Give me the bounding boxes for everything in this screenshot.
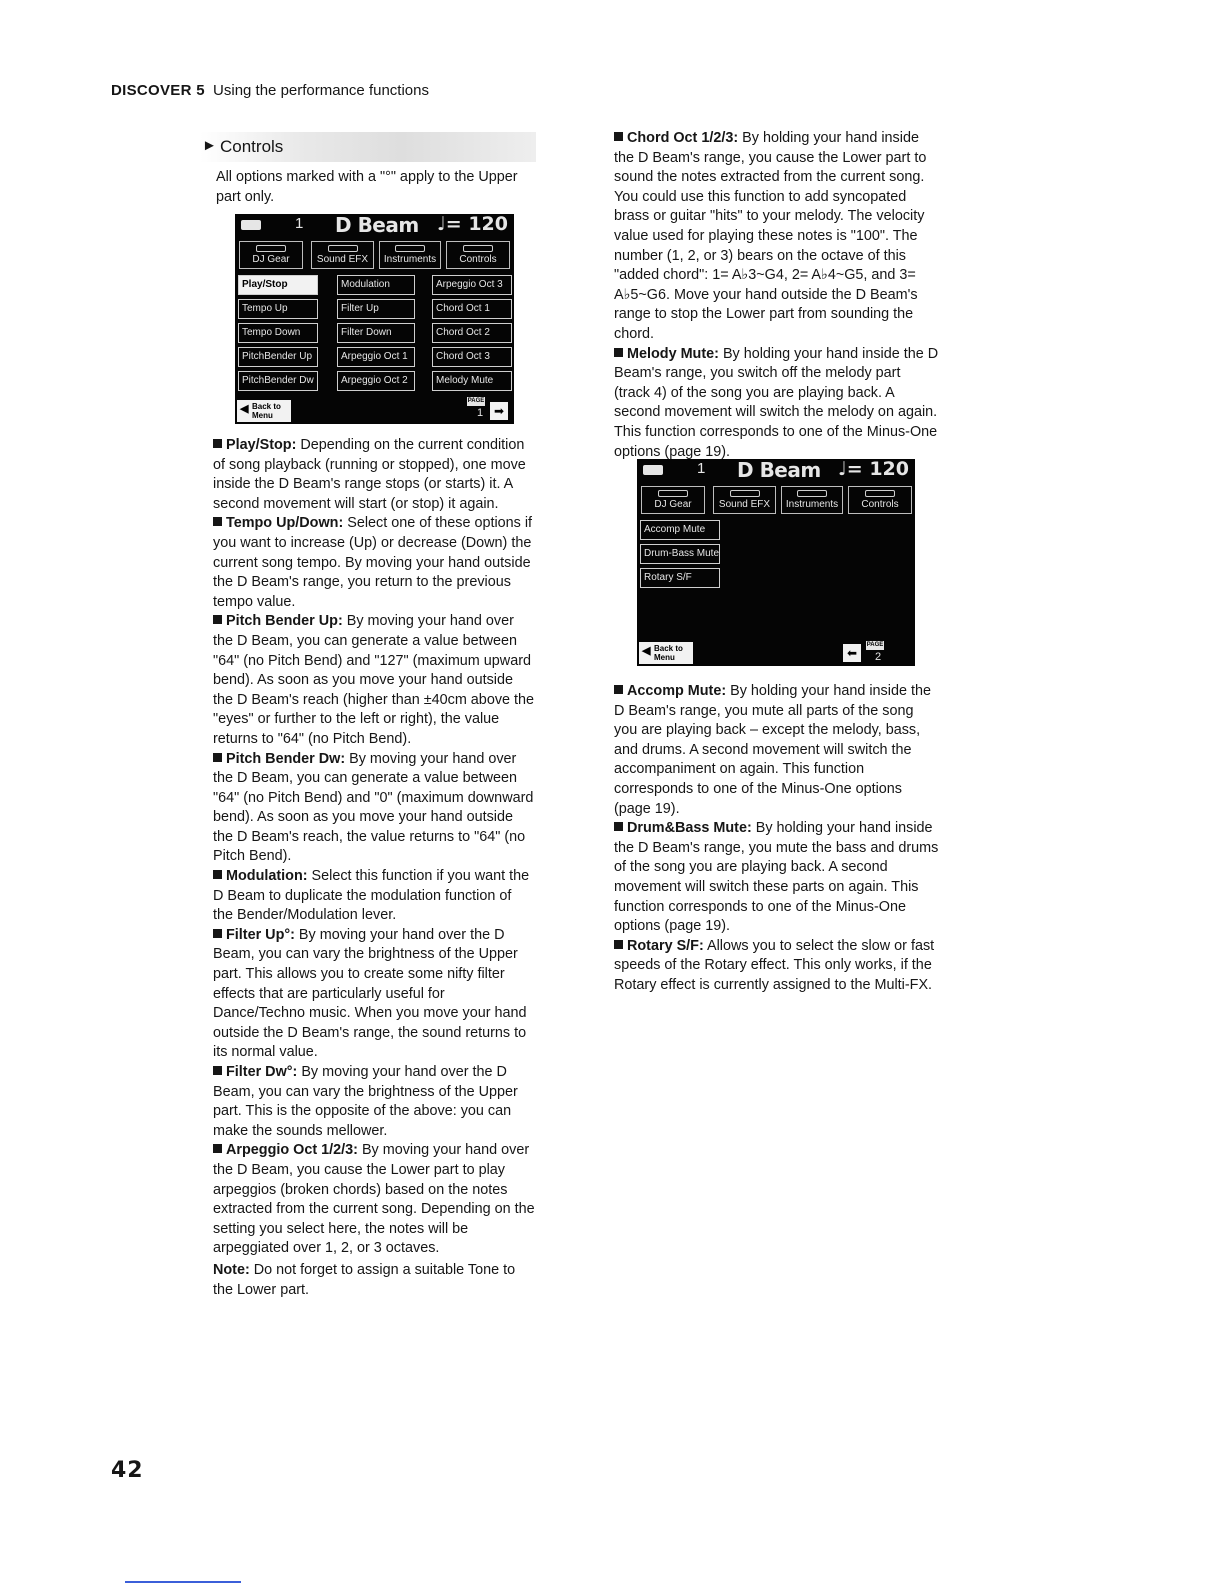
page-number: 42 bbox=[111, 1458, 144, 1483]
brand-label: DISCOVER 5 bbox=[111, 82, 205, 99]
button-pitchbender-dw[interactable]: PitchBender Dw bbox=[238, 371, 318, 391]
button-tempo-down[interactable]: Tempo Down bbox=[238, 323, 318, 343]
button-arpeggio-oct-3[interactable]: Arpeggio Oct 3 bbox=[432, 275, 512, 295]
bullet-square-icon bbox=[614, 940, 623, 949]
item-filter-dw: Filter Dw°: By moving your hand over the D Beam, you can vary the brightness of the Upper part. This is the opposite of the above: you can make the sounds mellower. bbox=[213, 1064, 518, 1139]
page-tag: PAGE bbox=[866, 642, 884, 648]
tab-icon bbox=[395, 245, 425, 252]
tab-icon bbox=[730, 490, 760, 497]
bullet-square-icon bbox=[213, 1144, 222, 1153]
tab-sound-efx[interactable]: Sound EFX bbox=[311, 241, 374, 269]
bullet-square-icon bbox=[213, 517, 222, 526]
screen-number: 1 bbox=[295, 215, 304, 232]
button-drum-bass-mute[interactable]: Drum-Bass Mute bbox=[640, 544, 720, 564]
page-number-indicator: 1 bbox=[477, 407, 484, 419]
intro-text: All options marked with a "°" apply to the Upper part only. bbox=[216, 169, 518, 205]
triangle-right-icon: ► bbox=[202, 137, 217, 154]
bullet-square-icon bbox=[614, 685, 623, 694]
running-head bbox=[111, 82, 429, 99]
button-accomp-mute[interactable]: Accomp Mute bbox=[640, 520, 720, 540]
arrow-right-icon: ➡ bbox=[493, 404, 505, 418]
arrow-left-icon: ⬅ bbox=[846, 646, 858, 660]
right-column-bottom bbox=[614, 682, 939, 996]
bullet-square-icon bbox=[213, 929, 222, 938]
tab-icon bbox=[658, 490, 688, 497]
page-number-indicator: 2 bbox=[875, 651, 882, 663]
tab-icon bbox=[463, 245, 493, 252]
item-rotary-sf: Rotary S/F: Allows you to select the slow or fast speeds of the Rotary effect. This only works, if the Rotary effect is currently assigned to the Multi-FX. bbox=[614, 937, 935, 993]
button-modulation[interactable]: Modulation bbox=[337, 275, 415, 295]
button-tempo-up[interactable]: Tempo Up bbox=[238, 299, 318, 319]
bullet-square-icon bbox=[614, 822, 623, 831]
button-melody-mute[interactable]: Melody Mute bbox=[432, 371, 512, 391]
bullet-square-icon bbox=[614, 348, 623, 357]
previous-page-button[interactable] bbox=[843, 644, 861, 662]
back-to-menu-button[interactable]: ◀ Back to Menu bbox=[237, 400, 291, 422]
tab-instruments[interactable]: Instruments bbox=[379, 241, 441, 269]
item-pitch-bender-up: Pitch Bender Up: By moving your hand over the D Beam, you can generate a value between "64" (no Pitch Bend) and "127" (maximum upward bend). As soon as you move your hand outside the D Beam's reach (higher than ±40cm above the "eyes" or further to the left or right), the value returns to "64" (no Pitch Bend). bbox=[213, 613, 535, 747]
item-pitch-bender-dw: Pitch Bender Dw: By moving your hand over the D Beam, you can generate a value between "64" (no Pitch Bend) and "0" (maximum downward bend). As soon as you move your hand outside the D Beam's reach, the value returns to "64" (no Pitch Bend). bbox=[213, 750, 534, 865]
menu-icon bbox=[241, 220, 261, 230]
section-heading-text: Controls bbox=[220, 137, 284, 156]
tab-dj-gear[interactable]: DJ Gear bbox=[641, 486, 705, 514]
bottom-rule bbox=[125, 1581, 241, 1583]
item-modulation: Modulation: Select this function if you want the D Beam to duplicate the modulation function of the Bender/Modulation lever. bbox=[213, 868, 530, 924]
bullet-square-icon bbox=[213, 753, 222, 762]
button-chord-oct-3[interactable]: Chord Oct 3 bbox=[432, 347, 512, 367]
button-chord-oct-1[interactable]: Chord Oct 1 bbox=[432, 299, 512, 319]
screen-number: 1 bbox=[697, 460, 706, 477]
item-play-stop: Play/Stop: Depending on the current condition of song playback (running or stopped), one move inside the D Beam's range stops (or starts) it. A second movement will start (or stop) it again. bbox=[213, 437, 526, 512]
tab-icon bbox=[865, 490, 895, 497]
tab-sound-efx[interactable]: Sound EFX bbox=[713, 486, 776, 514]
button-arpeggio-oct-2[interactable]: Arpeggio Oct 2 bbox=[337, 371, 415, 391]
tab-dj-gear[interactable]: DJ Gear bbox=[239, 241, 303, 269]
button-pitchbender-up[interactable]: PitchBender Up bbox=[238, 347, 318, 367]
note-paragraph: Note: Do not forget to assign a suitable Tone to the Lower part. bbox=[213, 1261, 516, 1298]
next-page-button[interactable] bbox=[490, 402, 508, 420]
lcd-screen-page-2 bbox=[637, 459, 915, 666]
item-accomp-mute: Accomp Mute: By holding your hand inside the D Beam's range, you mute all parts of the song you are playing back – except the melody, bass, and drums. A second movement will switch the accompaniment on again. This function corresponds to one of the Minus-One options (page 19). bbox=[614, 683, 931, 817]
section-heading bbox=[200, 132, 536, 162]
button-arpeggio-oct-1[interactable]: Arpeggio Oct 1 bbox=[337, 347, 415, 367]
tempo-display: ♩= 120 bbox=[837, 458, 909, 480]
button-rotary-sf[interactable]: Rotary S/F bbox=[640, 568, 720, 588]
tempo-display: ♩= 120 bbox=[436, 213, 508, 235]
item-drum-bass-mute: Drum&Bass Mute: By holding your hand inside the D Beam's range, you mute the bass and drums of the song you are playing back. A second movement will switch these parts on again. This function corresponds to one of the Minus-One options (page 19). bbox=[614, 820, 939, 935]
screen-title: D Beam bbox=[335, 213, 419, 237]
bullet-square-icon bbox=[213, 615, 222, 624]
screen-title: D Beam bbox=[737, 458, 821, 482]
page-tag: PAGE bbox=[467, 398, 485, 404]
bullet-square-icon bbox=[213, 1066, 222, 1075]
left-column bbox=[213, 436, 535, 1300]
item-arpeggio-oct: Arpeggio Oct 1/2/3: By moving your hand over the D Beam, you cause the Lower part to play arpeggios (broken chords) based on the notes extracted from the current song. Depending on the setting you select here, the notes will be arpeggiated over 1, 2, or 3 octaves. bbox=[213, 1142, 535, 1257]
tab-controls[interactable]: Controls bbox=[446, 241, 510, 269]
tab-icon bbox=[797, 490, 827, 497]
menu-icon bbox=[643, 465, 663, 475]
button-filter-up[interactable]: Filter Up bbox=[337, 299, 415, 319]
chapter-title: Using the performance functions bbox=[213, 82, 429, 99]
tab-instruments[interactable]: Instruments bbox=[781, 486, 843, 514]
bullet-square-icon bbox=[614, 132, 623, 141]
back-to-menu-button[interactable]: ◀ Back to Menu bbox=[639, 642, 693, 664]
tab-controls[interactable]: Controls bbox=[848, 486, 912, 514]
arrow-left-icon: ◀ bbox=[642, 645, 651, 657]
button-play-stop[interactable]: Play/Stop bbox=[238, 275, 318, 295]
button-chord-oct-2[interactable]: Chord Oct 2 bbox=[432, 323, 512, 343]
tab-icon bbox=[328, 245, 358, 252]
arrow-left-icon: ◀ bbox=[240, 403, 249, 415]
button-filter-down[interactable]: Filter Down bbox=[337, 323, 415, 343]
right-column-top bbox=[614, 129, 939, 462]
item-melody-mute: Melody Mute: By holding your hand inside the D Beam's range, you switch off the melody part (track 4) of the song you are playing back. A second movement will switch the melody on again. This function corresponds to one of the Minus-One options (page 19). bbox=[614, 345, 939, 460]
item-tempo-up-down: Tempo Up/Down: Select one of these options if you want to increase (Up) or decrease (Down) the current song tempo. By moving your hand outside the D Beam's range, you return to the previous tempo value. bbox=[213, 515, 533, 610]
item-chord-oct: Chord Oct 1/2/3: By holding your hand inside the D Beam's range, you cause the Lower part to sound the notes extracted from the current song. You could use this function to add syncopated brass or guitar "hits" to your melody. The velocity value used for playing these notes is "100". The number (1, 2, or 3) bears on the octave of this "added chord": 1= A♭3~G4, 2= A♭4~G5, and 3= A♭5~G6. Move your hand outside the D Beam's range to stop the Lower part from sounding the chord. bbox=[614, 130, 927, 342]
item-filter-up: Filter Up°: By moving your hand over the D Beam, you can vary the brightness of the Upper part. This allows you to create some nifty filter effects that are particularly useful for Dance/Techno music. When you move your hand outside the D Beam's range, the sound returns to its normal value. bbox=[213, 926, 527, 1061]
bullet-square-icon bbox=[213, 439, 222, 448]
lcd-screen-page-1 bbox=[235, 214, 514, 424]
tab-icon bbox=[256, 245, 286, 252]
bullet-square-icon bbox=[213, 870, 222, 879]
